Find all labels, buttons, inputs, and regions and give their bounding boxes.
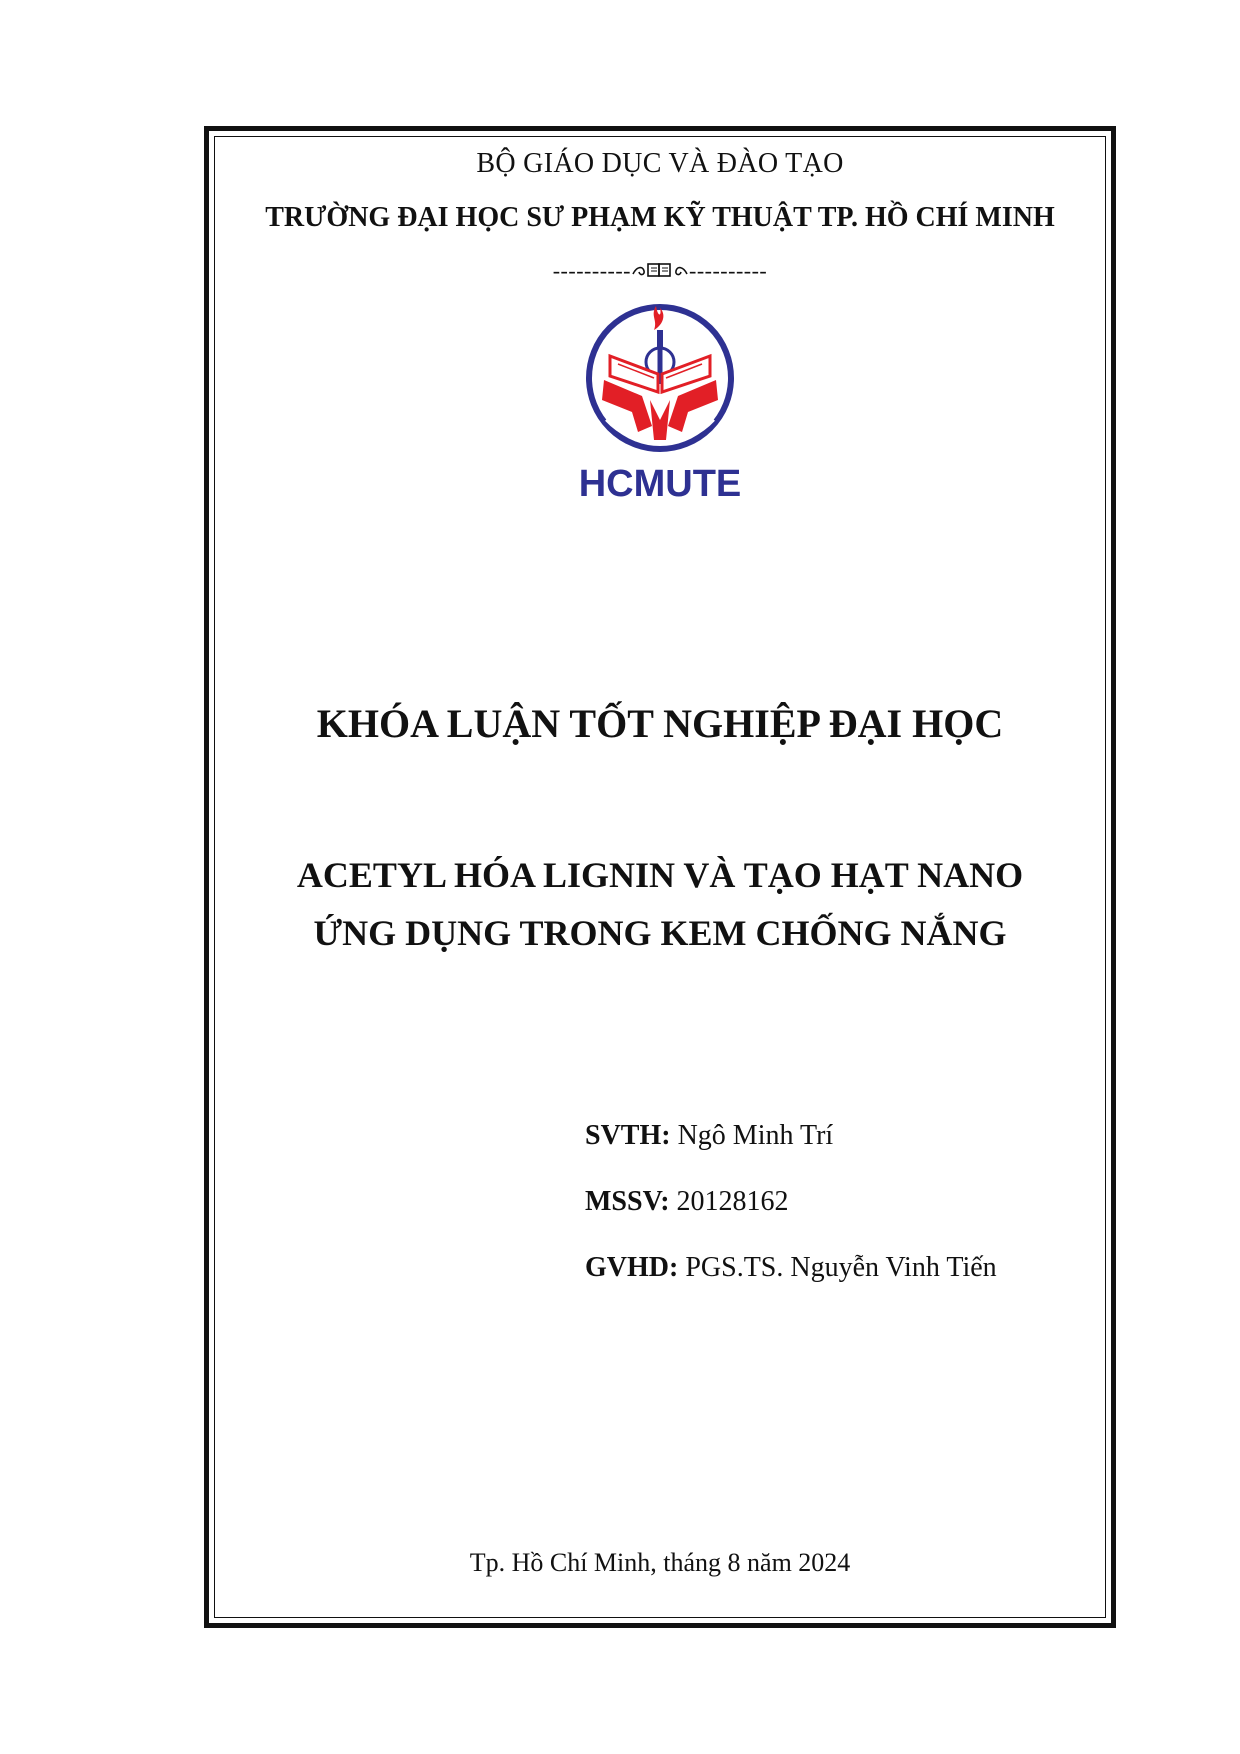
place-date: Tp. Hồ Chí Minh, tháng 8 năm 2024 xyxy=(469,1548,851,1577)
info-value: 20128162 xyxy=(676,1186,789,1217)
info-row-advisor xyxy=(585,1252,997,1284)
info-value: PGS.TS. Nguyễn Vinh Tiến xyxy=(685,1252,997,1283)
info-row-student xyxy=(585,1120,833,1152)
thesis-type: KHÓA LUẬN TỐT NGHIỆP ĐẠI HỌC xyxy=(316,701,1004,746)
divider-dashes-right: ---------- xyxy=(689,258,768,283)
info-label: MSSV: xyxy=(585,1186,670,1217)
book-ornament-icon xyxy=(631,260,689,286)
ministry-name: BỘ GIÁO DỤC VÀ ĐÀO TẠO xyxy=(476,148,844,179)
info-row-student-id xyxy=(585,1186,789,1218)
info-label: SVTH: xyxy=(585,1120,671,1151)
info-label: GVHD: xyxy=(585,1252,679,1283)
university-name: TRƯỜNG ĐẠI HỌC SƯ PHẠM KỸ THUẬT TP. HỒ CHÍ MINH xyxy=(265,202,1055,233)
thesis-title-line-1: ACETYL HÓA LIGNIN VÀ TẠO HẠT NANO xyxy=(296,855,1024,895)
divider-dashes-left: ---------- xyxy=(552,258,631,283)
thesis-title-line-2: ỨNG DỤNG TRONG KEM CHỐNG NẮNG xyxy=(313,913,1007,953)
hcmute-logo-icon xyxy=(580,300,740,510)
ornament-divider xyxy=(214,258,1106,286)
info-value: Ngô Minh Trí xyxy=(677,1120,834,1151)
logo-text: HCMUTE xyxy=(580,463,740,505)
hcmute-logo xyxy=(580,300,740,510)
